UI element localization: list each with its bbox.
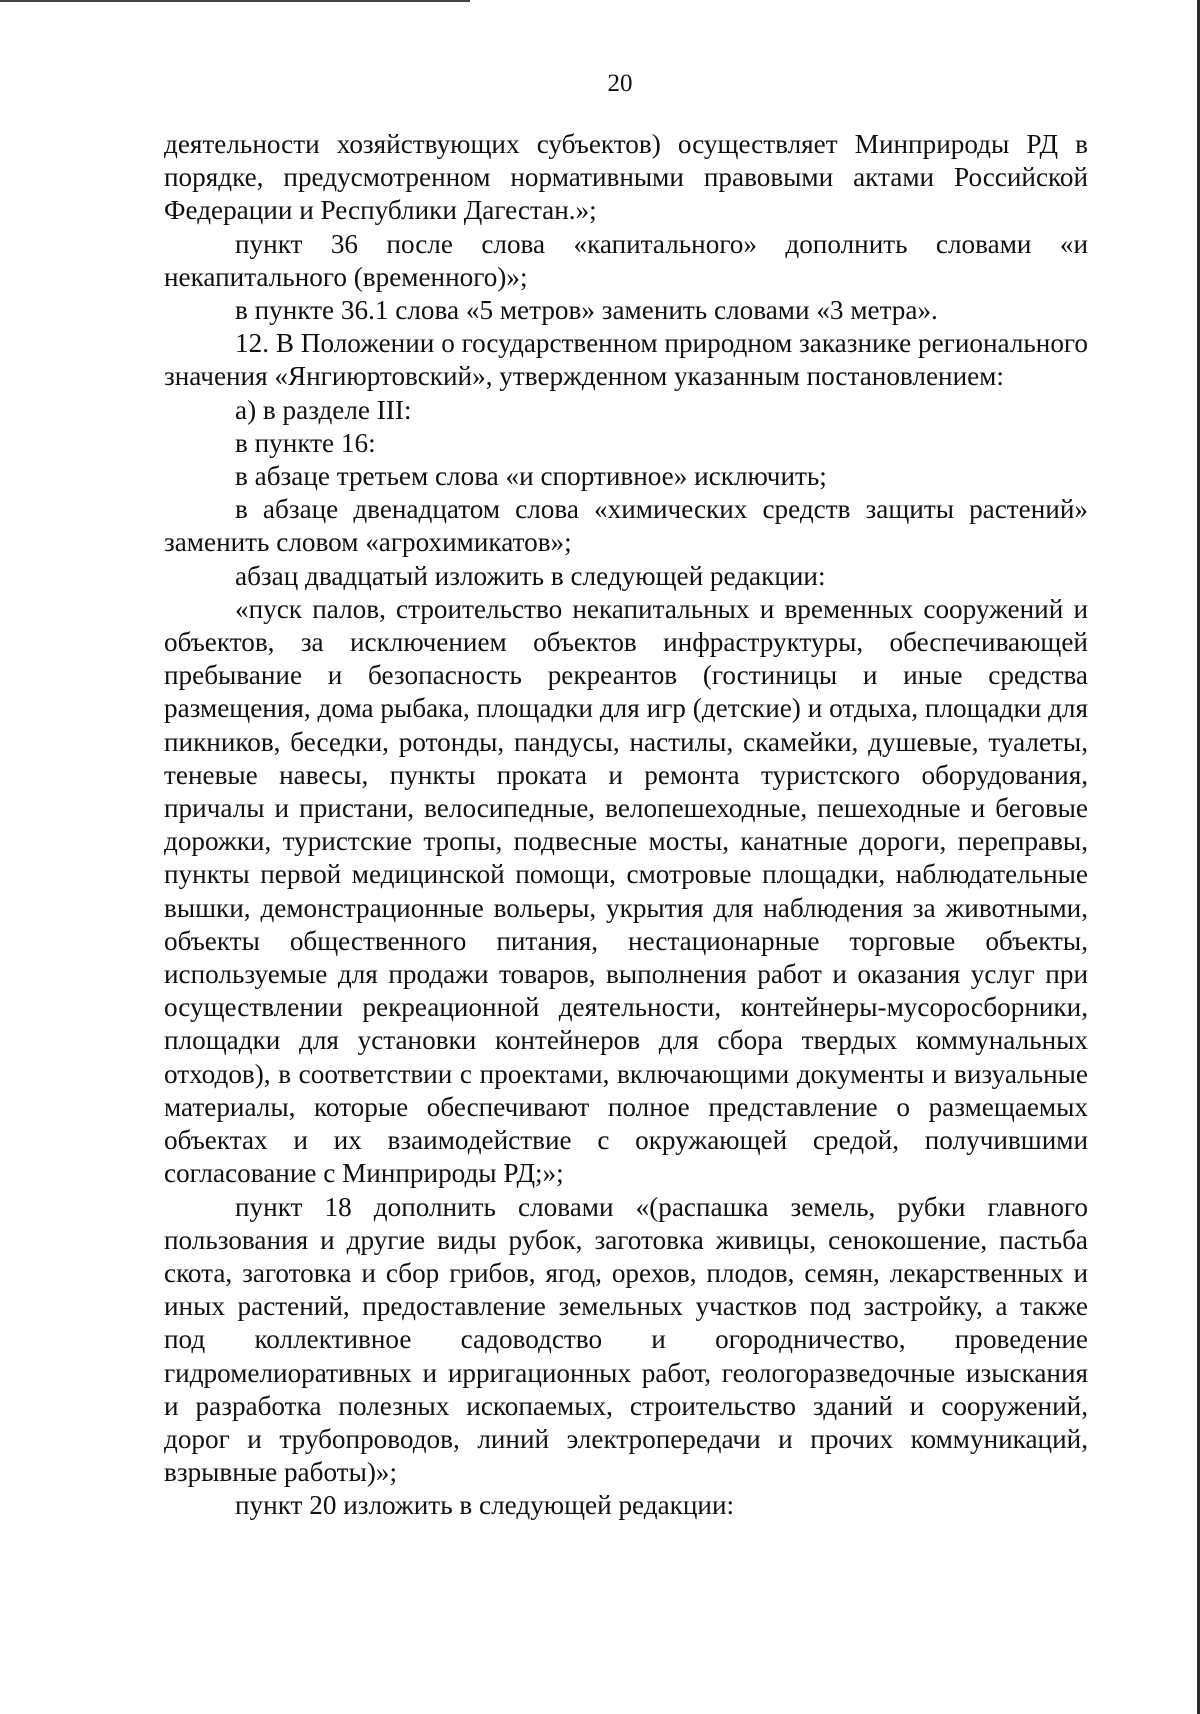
paragraph-third-abzac: в абзаце третьем слова «и спортивное» исключить; bbox=[235, 461, 827, 492]
paragraph-item-16: в пункте 16: bbox=[235, 427, 376, 458]
paragraph-subsection-a: а) в разделе III: bbox=[235, 394, 412, 425]
paragraph-section-12: 12. В Положении о государственном природном заказнике регионального значения «Янгиюртовский», утвержденном указанным постановлением: bbox=[164, 328, 1088, 392]
page-number: 20 bbox=[607, 70, 633, 97]
paragraph-continuation: деятельности хозяйствующих субъектов) осуществляет Минприроды РД в порядке, предусмотренном нормативными правовыми актами Российской Федерации и Республики Дагестан.»; bbox=[164, 129, 1088, 226]
paragraph-item-36: пункт 36 после слова «капитального» дополнить словами «и некапитального (временного)»; bbox=[164, 228, 1088, 292]
paragraph-twentieth-abzac: абзац двадцатый изложить в следующей редакции: bbox=[235, 560, 826, 591]
paragraph-quoted-text: «пуск палов, строительство некапитальных и временных сооружений и объектов, за исключением объектов инфраструктуры, обеспечивающей пребывание и безопасность рекреантов (гостиницы и иные средства размещения, дома рыбака, площадки для игр (детские) и отдыха, площадки для пикников, беседки, ротонды, пандусы, настилы, скамейки, душевые, туалеты, теневые навесы, пункты проката и ремонта туристского оборудования, причалы и пристани, велосипедные, велопешеходные, пешеходные и беговые дорожки, туристские тропы, подвесные мосты, канатные дороги, переправы, пункты первой медицинской помощи, смотровые площадки, наблюдательные вышки, демонстрационные вольеры, укрытия для наблюдения за животными, объекты общественного питания, нестационарные торговые объекты, используемые для продажи товаров, выполнения работ и оказания услуг при осуществлении рекреационной деятельности, контейнеры-мусоросборники, площадки для установки контейнеров для сбора твердых коммунальных отходов), в соответствии с проектами, включающими документы и визуальные материалы, которые обеспечивают полное представление о размещаемых объектах и их взаимодействие с окружающей средой, получившими согласование с Минприроды РД;»; bbox=[164, 593, 1088, 1189]
scan-top-edge-line bbox=[0, 0, 470, 2]
paragraph-item-20: пункт 20 изложить в следующей редакции: bbox=[235, 1490, 735, 1521]
paragraph-item-36-1: в пункте 36.1 слова «5 метров» заменить словами «3 метра». bbox=[235, 295, 938, 326]
document-body bbox=[164, 128, 1088, 1523]
paragraph-item-18: пункт 18 дополнить словами «(распашка земель, рубки главного пользования и другие виды рубок, заготовка живицы, сенокошение, пастьба скота, заготовка и сбор грибов, ягод, орехов, плодов, семян, лекарственных и иных растений, предоставление земельных участков под застройку, а также под коллективное садоводство и огородничество, проведение гидромелиоративных и ирригационных работ, геологоразведочные изыскания и разработка полезных ископаемых, строительство зданий и сооружений, дорог и трубопроводов, линий электропередачи и прочих коммуникаций, взрывные работы)»; bbox=[164, 1191, 1088, 1488]
paragraph-twelfth-abzac: в абзаце двенадцатом слова «химических средств защиты растений» заменить словом «агрохимикатов»; bbox=[164, 494, 1088, 558]
